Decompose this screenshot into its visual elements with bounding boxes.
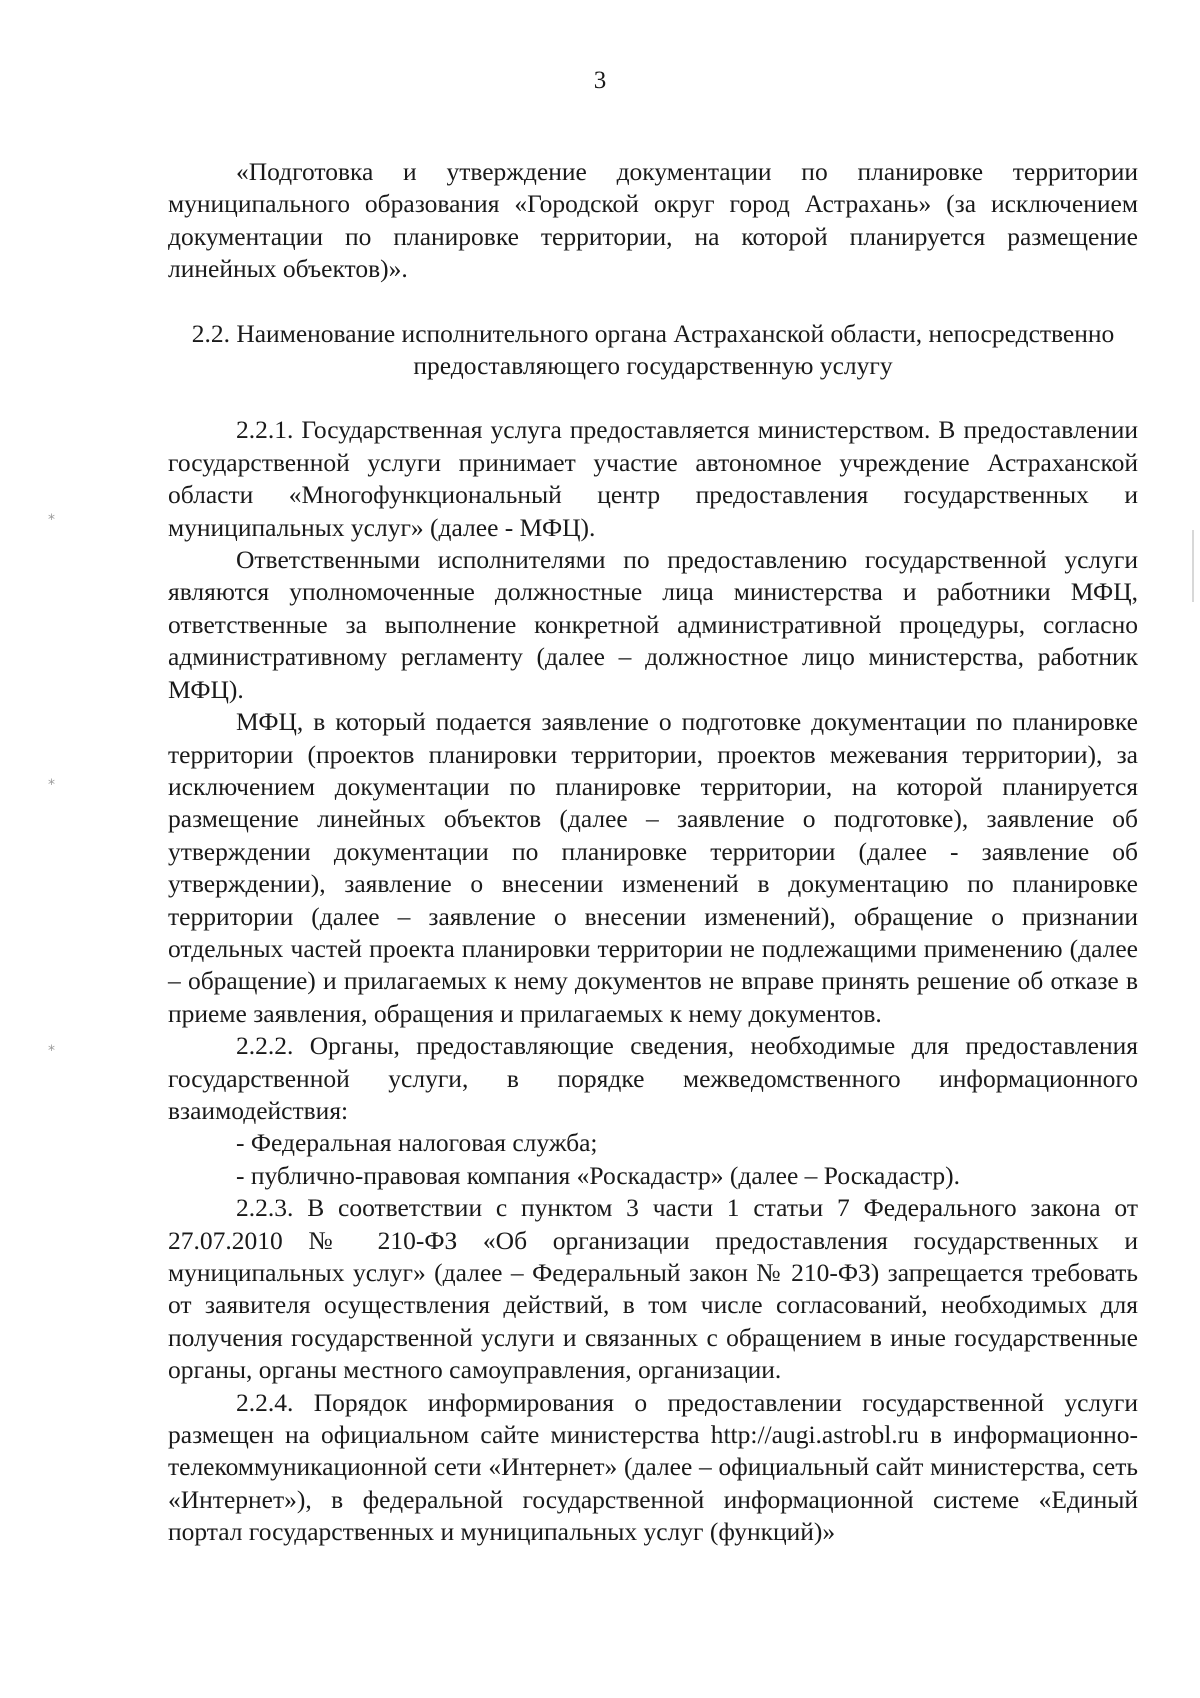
document-body — [168, 156, 1138, 1549]
paragraph-mfc: МФЦ, в который подается заявление о подготовке документации по планировке территории (проектов планировки территории, проектов межевания территории), за исключением документации по планировке территории, на которой планируется размещение линейных объектов (далее – заявление о подготовке), заявление об утверждении документации по планировке территории (далее - заявление об утверждении), заявление о внесении изменений в документацию по планировке территории (далее – заявление о внесении изменений), обращение о признании отдельных частей проекта планировки территории не подлежащими применению (далее – обращение) и прилагаемых к нему документов не вправе принять решение об отказе в приеме заявления, обращения и прилагаемых к нему документов. — [168, 707, 1138, 1028]
scan-edge-line — [1192, 530, 1194, 602]
paragraph-service-name: «Подготовка и утверждение документации по планировке территории муниципального образования «Городской округ город Астрахань» (за исключением документации по планировке территории, на которой планируется размещение линейных объектов)». — [168, 157, 1138, 284]
paragraph-2-2-1: 2.2.1. Государственная услуга предоставляется министерством. В предоставлении государственной услуги принимает участие автономное учреждение Астраханской области «Многофункциональный центр предоставления государственных и муниципальных услуг» (далее - МФЦ). — [168, 415, 1138, 542]
margin-scan-mark: * — [48, 777, 55, 793]
page-number: 3 — [593, 67, 607, 94]
paragraph-2-2-2: 2.2.2. Органы, предоставляющие сведения, необходимые для предоставления государственной услуги, в порядке межведомственного информационного взаимодействия: — [168, 1031, 1138, 1125]
paragraph-2-2-4: 2.2.4. Порядок информирования о предоставлении государственной услуги размещен на официальном сайте министерства http://augi.astrobl.ru в информационно-телекоммуникационной сети «Интернет» (далее – официальный сайт министерства, сеть «Интернет»), в федеральной государственной информационной системе «Единый портал государственных и муниципальных услуг (функций)» — [168, 1387, 1138, 1547]
margin-scan-mark: * — [48, 1043, 55, 1059]
margin-scan-mark: * — [48, 512, 55, 528]
list-item: - публично-правовая компания «Роскадастр» (далее – Роскадастр). — [236, 1160, 961, 1190]
section-heading-2-2: 2.2. Наименование исполнительного органа Астраханской области, непосредственно предоставляющего государственную услугу — [191, 318, 1115, 381]
paragraph-2-2-3: 2.2.3. В соответствии с пунктом 3 части 1 статьи 7 Федерального закона от 27.07.2010 № 210-ФЗ «Об организации предоставления государственных и муниципальных услуг» (далее – Федеральный закон № 210-ФЗ) запрещается требовать от заявителя осуществления действий, в том числе согласований, необходимых для получения государственной услуги и связанных с обращением в иные государственные органы, органы местного самоуправления, организации. — [168, 1193, 1138, 1385]
paragraph-responsible-executors: Ответственными исполнителями по предоставлению государственной услуги являются уполномоченные должностные лица министерства и работники МФЦ, ответственные за выполнение конкретной административной процедуры, согласно административному регламенту (далее – должностное лицо министерства, работник МФЦ). — [168, 545, 1138, 704]
list-item: - Федеральная налоговая служба; — [236, 1128, 598, 1158]
